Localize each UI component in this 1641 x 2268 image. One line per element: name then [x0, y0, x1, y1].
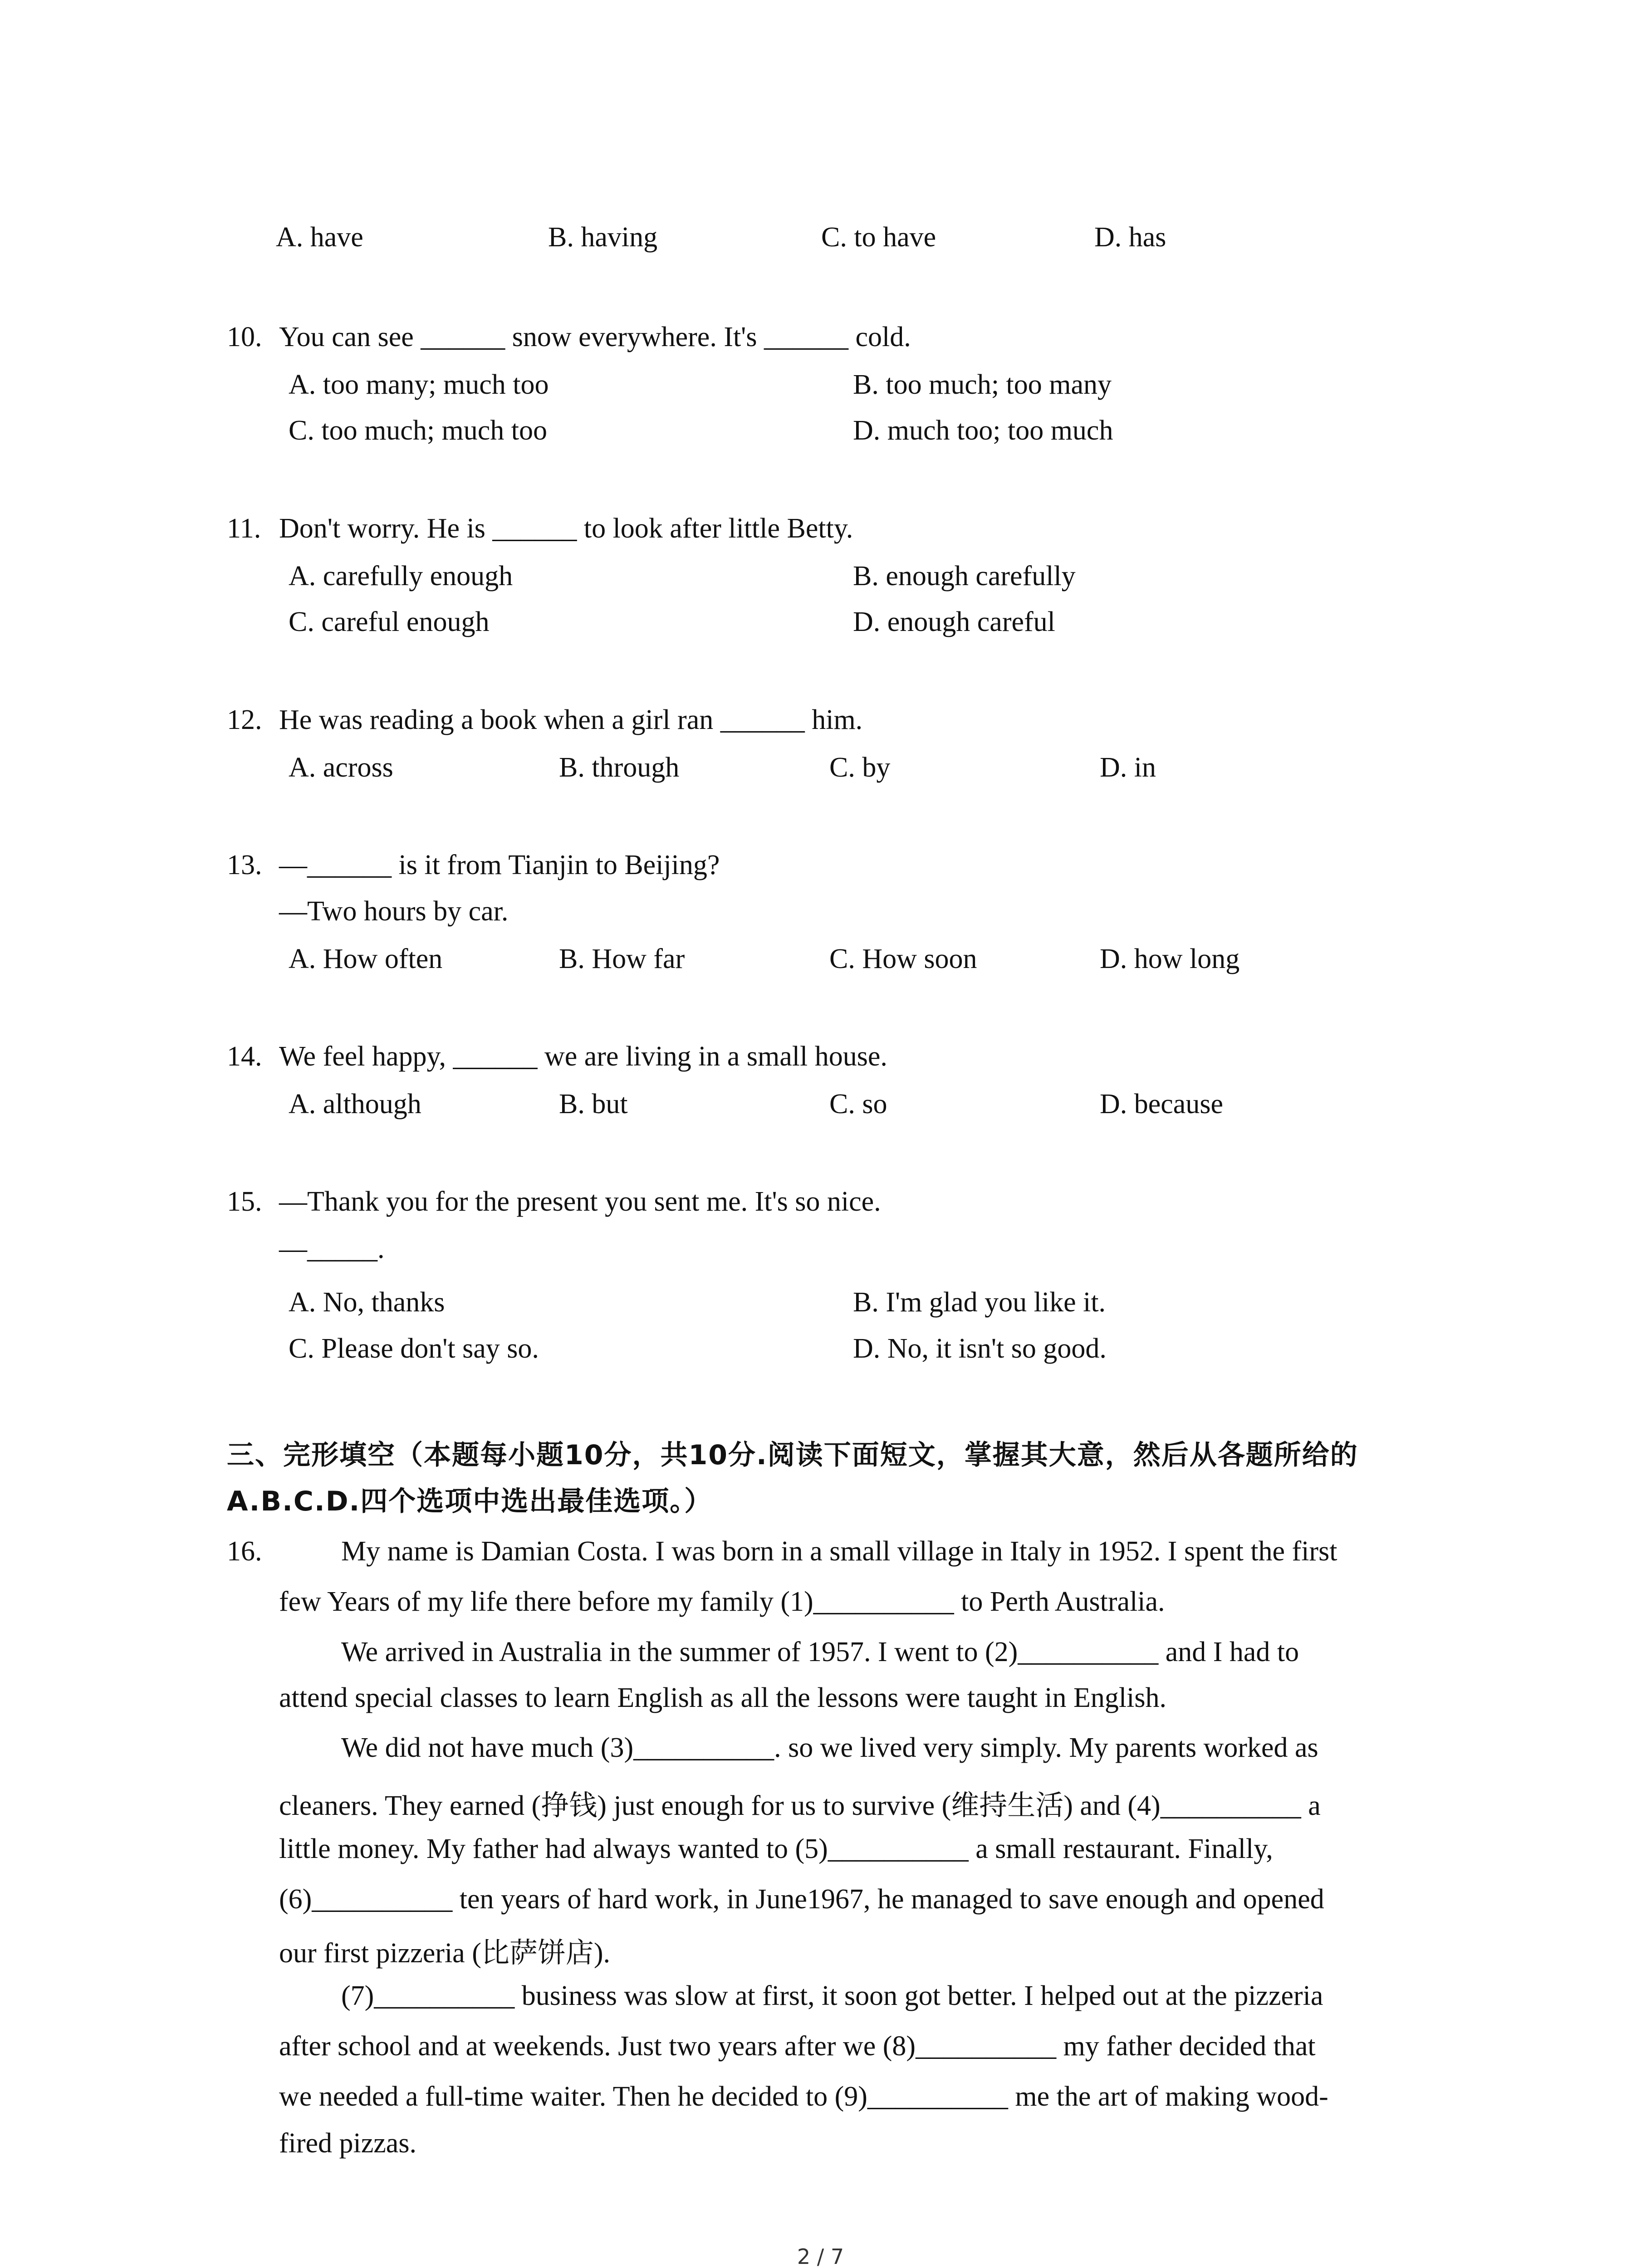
q11-option-c[interactable]: C. careful enough	[289, 606, 490, 637]
passage-line: My name is Damian Costa. I was born in a small village in Italy in 1952. I spent the first	[341, 1536, 1337, 1567]
section-title-line-2: A.B.C.D.四个选项中选出最佳选项。）	[227, 1486, 713, 1517]
q10-option-b[interactable]: B. too much; too many	[853, 369, 1112, 400]
question-stem: You can see ______ snow everywhere. It's ______ cold.	[279, 322, 911, 352]
question-number: 15.	[227, 1186, 262, 1217]
q10-option-d[interactable]: D. much too; too much	[853, 415, 1113, 446]
page-number: 2 / 7	[797, 2244, 844, 2268]
q11-option-d[interactable]: D. enough careful	[853, 606, 1055, 637]
q14-option-d[interactable]: D. because	[1100, 1089, 1223, 1119]
q13-option-a[interactable]: A. How often	[289, 943, 443, 974]
q13-option-b[interactable]: B. How far	[559, 943, 685, 974]
q12-option-b[interactable]: B. through	[559, 752, 680, 783]
question-stem-reply: —Two hours by car.	[279, 896, 509, 927]
question-stem: —______ is it from Tianjin to Beijing?	[279, 850, 720, 880]
q12-option-a[interactable]: A. across	[289, 752, 393, 783]
passage-line: few Years of my life there before my family (1)__________ to Perth Australia.	[279, 1586, 1165, 1617]
q14-option-c[interactable]: C. so	[829, 1089, 887, 1119]
q9-option-d[interactable]: D. has	[1094, 222, 1166, 253]
q14-option-b[interactable]: B. but	[559, 1089, 628, 1119]
section-title-line-1: 三、完形填空（本题每小题10分，共10分.阅读下面短文，掌握其大意，然后从各题所给的	[227, 1439, 1358, 1471]
passage-line: little money. My father had always wanted to (5)__________ a small restaurant. Finally,	[279, 1833, 1273, 1864]
q13-option-d[interactable]: D. how long	[1100, 943, 1240, 974]
q15-option-c[interactable]: C. Please don't say so.	[289, 1333, 539, 1364]
q12-option-c[interactable]: C. by	[829, 752, 891, 783]
question-stem: We feel happy, ______ we are living in a small house.	[279, 1041, 887, 1072]
q11-option-a[interactable]: A. carefully enough	[289, 561, 513, 591]
q11-option-b[interactable]: B. enough carefully	[853, 561, 1076, 591]
q9-option-c[interactable]: C. to have	[821, 222, 936, 253]
q15-option-d[interactable]: D. No, it isn't so good.	[853, 1333, 1107, 1364]
passage-line: our first pizzeria (比萨饼店).	[279, 1938, 610, 1969]
question-number: 10.	[227, 322, 262, 352]
passage-line: we needed a full-time waiter. Then he decided to (9)__________ me the art of making wood-	[279, 2081, 1328, 2112]
passage-line: after school and at weekends. Just two years after we (8)__________ my father decided that	[279, 2031, 1316, 2062]
question-number: 14.	[227, 1041, 262, 1072]
q9-option-b[interactable]: B. having	[548, 222, 658, 253]
passage-line: (6)__________ ten years of hard work, in June1967, he managed to save enough and opened	[279, 1884, 1324, 1915]
question-number: 11.	[227, 513, 261, 544]
q15-option-b[interactable]: B. I'm glad you like it.	[853, 1287, 1106, 1318]
question-stem: Don't worry. He is ______ to look after little Betty.	[279, 513, 853, 544]
q15-option-a[interactable]: A. No, thanks	[289, 1287, 445, 1318]
question-stem-reply: —_____.	[279, 1233, 385, 1264]
passage-line: attend special classes to learn English as all the lessons were taught in English.	[279, 1682, 1166, 1713]
passage-line: We arrived in Australia in the summer of 1957. I went to (2)__________ and I had to	[341, 1637, 1299, 1667]
q10-option-a[interactable]: A. too many; much too	[289, 369, 549, 400]
passage-line: cleaners. They earned (挣钱) just enough for us to survive (维持生活) and (4)__________ a	[279, 1790, 1321, 1821]
passage-line: We did not have much (3)__________. so we lived very simply. My parents worked as	[341, 1732, 1318, 1763]
question-number: 12.	[227, 704, 262, 735]
q13-option-c[interactable]: C. How soon	[829, 943, 977, 974]
q12-option-d[interactable]: D. in	[1100, 752, 1156, 783]
question-number: 13.	[227, 850, 262, 880]
question-stem: —Thank you for the present you sent me. It's so nice.	[279, 1186, 881, 1217]
passage-line: (7)__________ business was slow at first, it soon got better. I helped out at the pizzeria	[341, 1980, 1323, 2011]
question-number: 16.	[227, 1536, 262, 1567]
passage-line: fired pizzas.	[279, 2128, 416, 2159]
q14-option-a[interactable]: A. although	[289, 1089, 421, 1119]
q9-option-a[interactable]: A. have	[276, 222, 363, 253]
q10-option-c[interactable]: C. too much; much too	[289, 415, 548, 446]
question-stem: He was reading a book when a girl ran ______ him.	[279, 704, 863, 735]
